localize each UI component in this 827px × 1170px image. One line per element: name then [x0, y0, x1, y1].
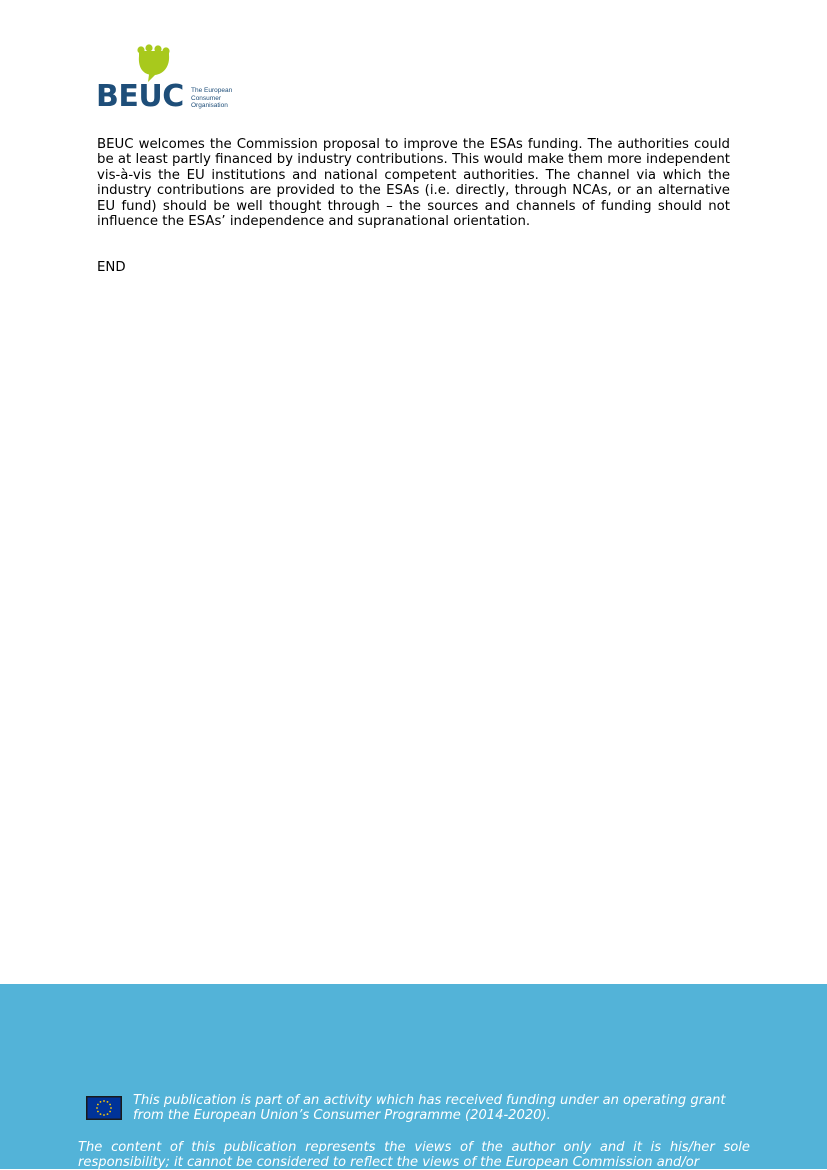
eu-flag-star — [103, 1114, 105, 1116]
eu-flag-star — [107, 1101, 109, 1103]
funding-notice-line: from the European Union’s Consumer Programme (2014-2020). — [133, 1108, 551, 1123]
eu-flag-icon — [86, 1096, 122, 1120]
logo-subtitle-line: The European — [191, 87, 233, 94]
eu-flag-star — [109, 1111, 111, 1113]
logo-mark-shapes — [137, 44, 169, 82]
eu-flag-star — [96, 1107, 98, 1109]
speech-bubble-crowd-icon — [134, 44, 174, 84]
footer-disclaimer: The content of this publication represents the views of the author only and it is his/her sole responsibility; it cannot be considered to reflect the views of the European Commission and/or — [78, 1140, 750, 1170]
eu-flag-star — [97, 1111, 99, 1113]
logo-subtitle-line: Consumer — [191, 94, 221, 102]
logo-wordmark: BEUC — [96, 79, 184, 114]
eu-flag-star — [97, 1104, 99, 1106]
eu-flag-star — [100, 1101, 102, 1103]
eu-flag-star — [110, 1107, 112, 1109]
funding-notice — [133, 1093, 773, 1123]
body-paragraph: BEUC welcomes the Commission proposal to improve the ESAs funding. The authorities could be at least partly financed by industry contributions. This would make them more independent vis-à-vis the EU institutions and national competent authorities. The channel via which the industry contributions are provided to the ESAs (i.e. directly, through NCAs, or an alternative EU fund) should be well thought through – the sources and channels of funding should not influence the ESAs’ independence and supranational orientation. — [97, 137, 730, 230]
beuc-logo — [96, 44, 246, 116]
eu-flag-star — [109, 1104, 111, 1106]
eu-flag-star — [107, 1113, 109, 1115]
eu-flag-star — [103, 1100, 105, 1102]
end-label: END — [97, 260, 126, 275]
logo-subtitle — [191, 87, 232, 110]
eu-flag-star — [100, 1113, 102, 1115]
funding-notice-line: This publication is part of an activity which has received funding under an operating grant — [133, 1093, 726, 1108]
logo-subtitle-line: Organisation — [191, 102, 228, 109]
